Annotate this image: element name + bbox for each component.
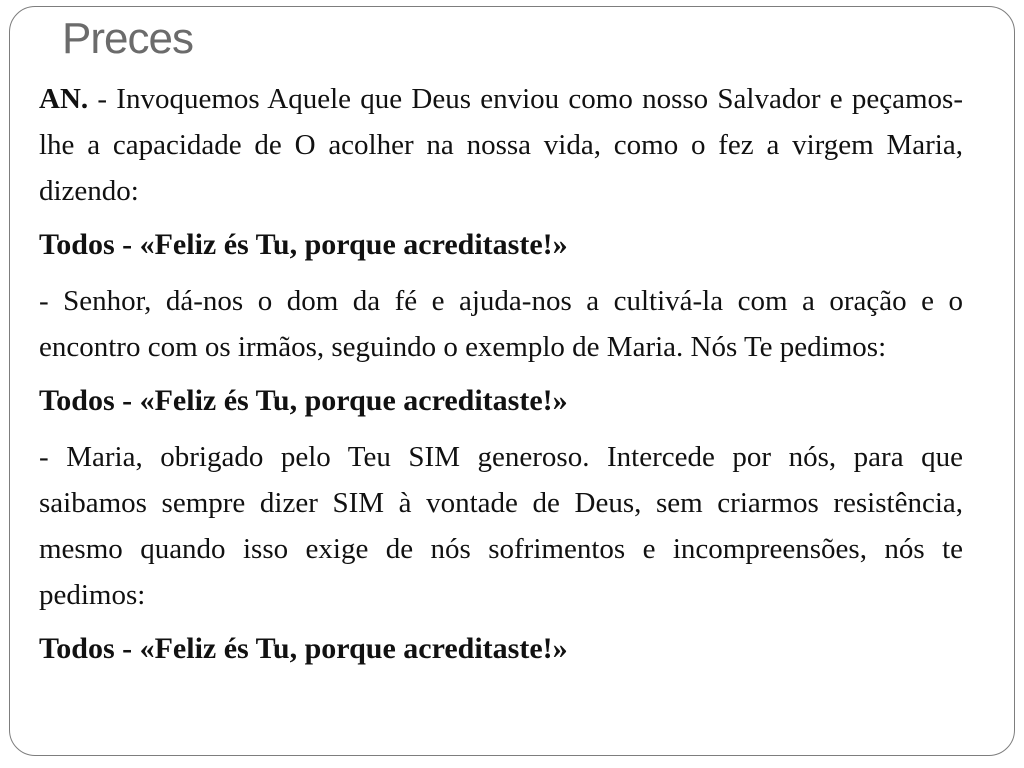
petition-paragraph: - Senhor, dá-nos o dom da fé e ajuda-nos a cultivá-la com a oração e o encontro com os irmãos, seguindo o exemplo de Maria. Nós Te pedimos: xyxy=(39,285,963,363)
intro-paragraph xyxy=(39,76,963,214)
slide-title: Preces xyxy=(62,14,199,64)
intro-label: AN. xyxy=(39,83,89,115)
response-line: Todos - «Feliz és Tu, porque acreditaste!» xyxy=(39,228,568,261)
petition-paragraph: - Maria, obrigado pelo Teu SIM generoso. Intercede por nós, para que saibamos sempre dizer SIM à vontade de Deus, sem criarmos resistência, mesmo quando isso exige de nós sofrimentos e incompreensões, nós te pedimos: xyxy=(39,441,963,611)
intro-text: - Invoquemos Aquele que Deus enviou como nosso Salvador e peçamos-lhe a capacidade de O acolher na nossa vida, como o fez a virgem Maria, dizendo: xyxy=(39,83,963,207)
response-line: Todos - «Feliz és Tu, porque acreditaste!» xyxy=(39,384,568,417)
response-line: Todos - «Feliz és Tu, porque acreditaste!» xyxy=(39,632,568,665)
slide-body xyxy=(39,76,963,682)
